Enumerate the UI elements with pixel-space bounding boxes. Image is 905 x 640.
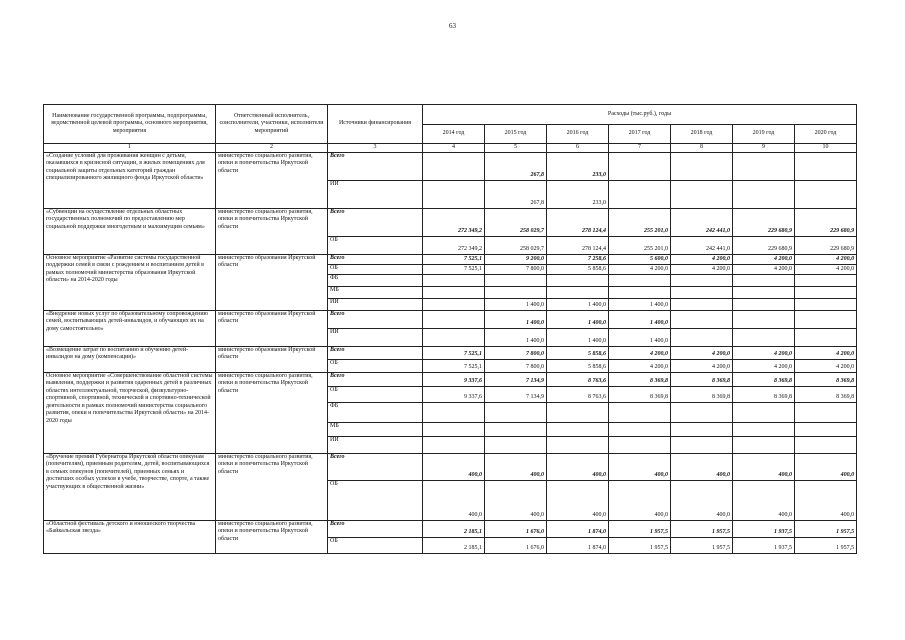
activity-name: «Возмещение затрат по воспитанию и обучению детей-инвалидов на дому (компенсация)» bbox=[44, 346, 216, 372]
amount-cell bbox=[671, 328, 733, 346]
amount-cell: 1 874,0 bbox=[547, 537, 609, 553]
amount-cell bbox=[733, 422, 795, 436]
amount-cell: 255 201,0 bbox=[609, 236, 671, 254]
column-index: 6 bbox=[547, 144, 609, 153]
amount-cell: 7 258,6 bbox=[547, 254, 609, 264]
amount-cell: 1 400,0 bbox=[609, 310, 671, 328]
amount-cell: 400,0 bbox=[671, 480, 733, 520]
amount-cell bbox=[671, 402, 733, 422]
header-year: 2014 год bbox=[423, 125, 485, 144]
amount-cell bbox=[485, 286, 547, 298]
amount-cell: 400,0 bbox=[609, 453, 671, 480]
amount-cell bbox=[795, 422, 857, 436]
amount-cell: 4 200,0 bbox=[733, 359, 795, 372]
funding-source: Всего bbox=[328, 310, 423, 328]
amount-cell: 242 441,0 bbox=[671, 208, 733, 236]
amount-cell: 1 400,0 bbox=[485, 298, 547, 310]
amount-cell bbox=[671, 422, 733, 436]
amount-cell: 400,0 bbox=[795, 480, 857, 520]
amount-cell: 7 134,9 bbox=[485, 372, 547, 386]
amount-cell bbox=[547, 274, 609, 286]
activity-name: «Областной фестиваль детского и юношеского творчества «Байкальская звезда» bbox=[44, 520, 216, 553]
amount-cell: 8 369,8 bbox=[795, 372, 857, 386]
executor: министерство социального развития, опеки и попечительства Иркутской области bbox=[216, 520, 328, 553]
amount-cell bbox=[671, 286, 733, 298]
funding-source: МБ bbox=[328, 286, 423, 298]
header-executor: Ответственный исполнитель, соисполнители, участники, исполнители мероприятий bbox=[216, 105, 328, 144]
amount-cell: 1 957,5 bbox=[671, 537, 733, 553]
amount-cell: 233,0 bbox=[547, 180, 609, 208]
amount-cell: 4 200,0 bbox=[795, 359, 857, 372]
amount-cell: 4 200,0 bbox=[671, 359, 733, 372]
column-index: 4 bbox=[423, 144, 485, 153]
amount-cell: 4 200,0 bbox=[671, 264, 733, 274]
amount-cell: 1 400,0 bbox=[485, 310, 547, 328]
amount-cell: 400,0 bbox=[547, 453, 609, 480]
amount-cell: 1 400,0 bbox=[609, 328, 671, 346]
amount-cell bbox=[609, 180, 671, 208]
amount-cell bbox=[609, 152, 671, 180]
funding-source: ОБ bbox=[328, 386, 423, 402]
amount-cell: 229 680,9 bbox=[795, 208, 857, 236]
amount-cell: 1 957,5 bbox=[795, 520, 857, 537]
amount-cell bbox=[795, 436, 857, 453]
funding-source: Всего bbox=[328, 520, 423, 537]
amount-cell: 2 185,1 bbox=[423, 520, 485, 537]
amount-cell bbox=[671, 180, 733, 208]
amount-cell: 4 200,0 bbox=[795, 254, 857, 264]
activity-name: «Внедрение новых услуг по образовательному сопровождению семей, воспитывающих детей-инвалидов, и обучающих их на дому самостоятельно» bbox=[44, 310, 216, 346]
header-year: 2018 год bbox=[671, 125, 733, 144]
amount-cell bbox=[485, 436, 547, 453]
amount-cell: 8 369,8 bbox=[733, 386, 795, 402]
amount-cell: 267,8 bbox=[485, 180, 547, 208]
header-year: 2019 год bbox=[733, 125, 795, 144]
activity-name: «Субвенции на осуществление отдельных областных государственных полномочий по предоставлению мер социальной поддержки многодетным и малоимущим семьям» bbox=[44, 208, 216, 254]
amount-cell: 1 400,0 bbox=[547, 310, 609, 328]
activity-name: Основное мероприятие «Совершенствование областной системы выявления, поддержки и развития одаренных детей в различных областях интеллектуальной, творческой, физкультурно-спортивной, спортивной, технической и спортивно-технической деятельности в рамках полномочий министерства социального развития, опеки и попечительства Иркутской области» на 2014-2020 годы bbox=[44, 372, 216, 453]
amount-cell: 8 369,8 bbox=[671, 372, 733, 386]
amount-cell: 1 400,0 bbox=[547, 328, 609, 346]
executor: министерство социального развития, опеки и попечительства Иркутской области bbox=[216, 152, 328, 208]
amount-cell: 8 369,8 bbox=[795, 386, 857, 402]
column-index: 3 bbox=[328, 144, 423, 153]
amount-cell: 4 200,0 bbox=[733, 264, 795, 274]
amount-cell: 400,0 bbox=[547, 480, 609, 520]
funding-source: ИИ bbox=[328, 298, 423, 310]
funding-source: ОБ bbox=[328, 537, 423, 553]
amount-cell: 400,0 bbox=[733, 453, 795, 480]
amount-cell: 7 800,0 bbox=[485, 346, 547, 359]
amount-cell bbox=[609, 402, 671, 422]
amount-cell: 1 937,5 bbox=[733, 537, 795, 553]
amount-cell: 229 680,9 bbox=[795, 236, 857, 254]
amount-cell bbox=[733, 274, 795, 286]
amount-cell bbox=[423, 402, 485, 422]
funding-source: Всего bbox=[328, 208, 423, 236]
amount-cell bbox=[733, 310, 795, 328]
amount-cell: 272 349,2 bbox=[423, 236, 485, 254]
executor: министерство социального развития, опеки и попечительства Иркутской области bbox=[216, 453, 328, 520]
page-number: 63 bbox=[449, 22, 456, 30]
amount-cell: 400,0 bbox=[609, 480, 671, 520]
header-program-name: Наименование государственной программы, подпрограммы, ведомственной целевой программы, основного мероприятия, мероприятия bbox=[44, 105, 216, 144]
amount-cell bbox=[733, 328, 795, 346]
amount-cell bbox=[609, 422, 671, 436]
header-year: 2016 год bbox=[547, 125, 609, 144]
column-index: 8 bbox=[671, 144, 733, 153]
amount-cell: 400,0 bbox=[795, 453, 857, 480]
amount-cell: 9 337,6 bbox=[423, 372, 485, 386]
funding-source: ОБ bbox=[328, 236, 423, 254]
amount-cell bbox=[795, 274, 857, 286]
amount-cell bbox=[733, 436, 795, 453]
executor: министерство образования Иркутской области bbox=[216, 346, 328, 372]
amount-cell bbox=[609, 436, 671, 453]
amount-cell: 4 200,0 bbox=[795, 264, 857, 274]
amount-cell bbox=[671, 298, 733, 310]
amount-cell: 7 800,0 bbox=[485, 359, 547, 372]
column-index: 5 bbox=[485, 144, 547, 153]
amount-cell: 8 369,8 bbox=[733, 372, 795, 386]
amount-cell bbox=[733, 152, 795, 180]
funding-source: ФБ bbox=[328, 274, 423, 286]
activity-name: «Создание условий для проживания женщин с детьми, оказавшихся в кризисной ситуации, в жилых помещениях для социальной защиты отдельных категорий граждан специализированного жилищного фонда Иркутской области» bbox=[44, 152, 216, 208]
amount-cell bbox=[485, 422, 547, 436]
amount-cell: 7 525,1 bbox=[423, 264, 485, 274]
amount-cell bbox=[795, 328, 857, 346]
amount-cell: 1 937,5 bbox=[733, 520, 795, 537]
amount-cell: 278 124,4 bbox=[547, 208, 609, 236]
amount-cell: 400,0 bbox=[423, 480, 485, 520]
amount-cell: 4 200,0 bbox=[671, 346, 733, 359]
amount-cell: 255 201,0 bbox=[609, 208, 671, 236]
funding-source: МБ bbox=[328, 422, 423, 436]
amount-cell bbox=[609, 274, 671, 286]
column-index: 7 bbox=[609, 144, 671, 153]
column-index: 1 bbox=[44, 144, 216, 153]
amount-cell: 1 676,0 bbox=[485, 537, 547, 553]
column-index: 9 bbox=[733, 144, 795, 153]
amount-cell: 1 400,0 bbox=[485, 328, 547, 346]
amount-cell bbox=[795, 298, 857, 310]
amount-cell: 258 029,7 bbox=[485, 208, 547, 236]
amount-cell: 7 525,1 bbox=[423, 346, 485, 359]
table-row bbox=[44, 520, 857, 537]
amount-cell bbox=[485, 402, 547, 422]
table-row bbox=[44, 372, 857, 386]
amount-cell bbox=[671, 310, 733, 328]
amount-cell: 400,0 bbox=[671, 453, 733, 480]
amount-cell: 4 200,0 bbox=[795, 346, 857, 359]
header-expenses: Расходы (тыс.руб.), годы bbox=[423, 105, 857, 125]
amount-cell bbox=[795, 310, 857, 328]
amount-cell: 1 957,5 bbox=[671, 520, 733, 537]
funding-source: Всего bbox=[328, 254, 423, 264]
executor: министерство образования Иркутской области bbox=[216, 254, 328, 310]
amount-cell bbox=[609, 286, 671, 298]
table-row bbox=[44, 453, 857, 480]
amount-cell bbox=[671, 152, 733, 180]
amount-cell bbox=[733, 298, 795, 310]
amount-cell: 7 134,9 bbox=[485, 386, 547, 402]
amount-cell: 4 200,0 bbox=[609, 346, 671, 359]
amount-cell bbox=[423, 274, 485, 286]
amount-cell: 7 525,1 bbox=[423, 359, 485, 372]
amount-cell: 229 680,9 bbox=[733, 208, 795, 236]
amount-cell: 267,8 bbox=[485, 152, 547, 180]
funding-source: ФБ bbox=[328, 402, 423, 422]
header-year: 2015 год bbox=[485, 125, 547, 144]
amount-cell: 400,0 bbox=[733, 480, 795, 520]
amount-cell: 8 763,6 bbox=[547, 386, 609, 402]
table-row bbox=[44, 208, 857, 236]
amount-cell: 400,0 bbox=[485, 453, 547, 480]
activity-name: «Вручение премий Губернатора Иркутской области опекунам (попечителям), приемным родителям, детей, воспитывающихся в семьях опекунов (попечителей), приемных семьях и достигших особых успехов в учебе, творчестве, спорте, а также участвующих в общественной жизни» bbox=[44, 453, 216, 520]
funding-source: ОБ bbox=[328, 359, 423, 372]
amount-cell bbox=[671, 436, 733, 453]
amount-cell bbox=[795, 180, 857, 208]
amount-cell: 8 763,6 bbox=[547, 372, 609, 386]
amount-cell: 400,0 bbox=[423, 453, 485, 480]
amount-cell bbox=[547, 402, 609, 422]
amount-cell bbox=[485, 274, 547, 286]
column-index: 2 bbox=[216, 144, 328, 153]
table-row bbox=[44, 254, 857, 264]
amount-cell: 7 525,1 bbox=[423, 254, 485, 264]
table-row bbox=[44, 346, 857, 359]
amount-cell bbox=[423, 152, 485, 180]
amount-cell: 272 349,2 bbox=[423, 208, 485, 236]
funding-source: Всего bbox=[328, 453, 423, 480]
amount-cell bbox=[547, 436, 609, 453]
column-index: 10 bbox=[795, 144, 857, 153]
amount-cell bbox=[423, 180, 485, 208]
amount-cell bbox=[423, 328, 485, 346]
funding-source: Всего bbox=[328, 372, 423, 386]
amount-cell: 9 337,6 bbox=[423, 386, 485, 402]
funding-source: ОБ bbox=[328, 480, 423, 520]
amount-cell: 258 029,7 bbox=[485, 236, 547, 254]
amount-cell: 5 600,0 bbox=[609, 254, 671, 264]
amount-cell: 4 200,0 bbox=[609, 359, 671, 372]
amount-cell: 242 441,0 bbox=[671, 236, 733, 254]
amount-cell: 8 369,8 bbox=[609, 372, 671, 386]
amount-cell: 229 680,9 bbox=[733, 236, 795, 254]
amount-cell bbox=[733, 286, 795, 298]
header-funding-source: Источники финансирования bbox=[328, 105, 423, 144]
amount-cell: 4 200,0 bbox=[671, 254, 733, 264]
amount-cell: 1 957,5 bbox=[795, 537, 857, 553]
amount-cell bbox=[795, 402, 857, 422]
funding-source: Всего bbox=[328, 152, 423, 180]
amount-cell bbox=[423, 298, 485, 310]
amount-cell: 7 800,0 bbox=[485, 264, 547, 274]
amount-cell: 278 124,4 bbox=[547, 236, 609, 254]
header-year: 2017 год bbox=[609, 125, 671, 144]
amount-cell: 4 200,0 bbox=[733, 346, 795, 359]
header-year: 2020 год bbox=[795, 125, 857, 144]
expenditure-table bbox=[43, 104, 857, 554]
amount-cell: 4 200,0 bbox=[609, 264, 671, 274]
amount-cell: 2 185,1 bbox=[423, 537, 485, 553]
amount-cell bbox=[423, 436, 485, 453]
amount-cell: 400,0 bbox=[485, 480, 547, 520]
amount-cell bbox=[423, 422, 485, 436]
amount-cell: 1 957,5 bbox=[609, 537, 671, 553]
amount-cell: 233,0 bbox=[547, 152, 609, 180]
executor: министерство образования Иркутской области bbox=[216, 310, 328, 346]
amount-cell: 1 400,0 bbox=[609, 298, 671, 310]
amount-cell: 5 858,6 bbox=[547, 359, 609, 372]
amount-cell: 9 200,0 bbox=[485, 254, 547, 264]
amount-cell: 1 874,0 bbox=[547, 520, 609, 537]
funding-source: ИИ bbox=[328, 328, 423, 346]
executor: министерство социального развития, опеки и попечительства Иркутской области bbox=[216, 208, 328, 254]
amount-cell: 4 200,0 bbox=[733, 254, 795, 264]
funding-source: ИИ bbox=[328, 180, 423, 208]
funding-source: Всего bbox=[328, 346, 423, 359]
amount-cell: 1 957,5 bbox=[609, 520, 671, 537]
amount-cell bbox=[733, 402, 795, 422]
amount-cell bbox=[547, 286, 609, 298]
amount-cell: 8 369,8 bbox=[609, 386, 671, 402]
amount-cell: 5 858,6 bbox=[547, 346, 609, 359]
table-row bbox=[44, 310, 857, 328]
amount-cell bbox=[795, 152, 857, 180]
amount-cell bbox=[795, 286, 857, 298]
amount-cell bbox=[423, 286, 485, 298]
amount-cell bbox=[671, 274, 733, 286]
amount-cell: 8 369,8 bbox=[671, 386, 733, 402]
funding-source: ИИ bbox=[328, 436, 423, 453]
amount-cell: 1 676,0 bbox=[485, 520, 547, 537]
amount-cell bbox=[423, 310, 485, 328]
amount-cell: 5 858,6 bbox=[547, 264, 609, 274]
amount-cell bbox=[733, 180, 795, 208]
funding-source: ОБ bbox=[328, 264, 423, 274]
executor: министерство социального развития, опеки и попечительства Иркутской области bbox=[216, 372, 328, 453]
activity-name: Основное мероприятие «Развитие системы государственной поддержки семей в связи с рождением и воспитанием детей в рамках полномочий министерства образования Иркутской области» на 2014-2020 годы bbox=[44, 254, 216, 310]
table-row bbox=[44, 152, 857, 180]
amount-cell: 1 400,0 bbox=[547, 298, 609, 310]
amount-cell bbox=[547, 422, 609, 436]
